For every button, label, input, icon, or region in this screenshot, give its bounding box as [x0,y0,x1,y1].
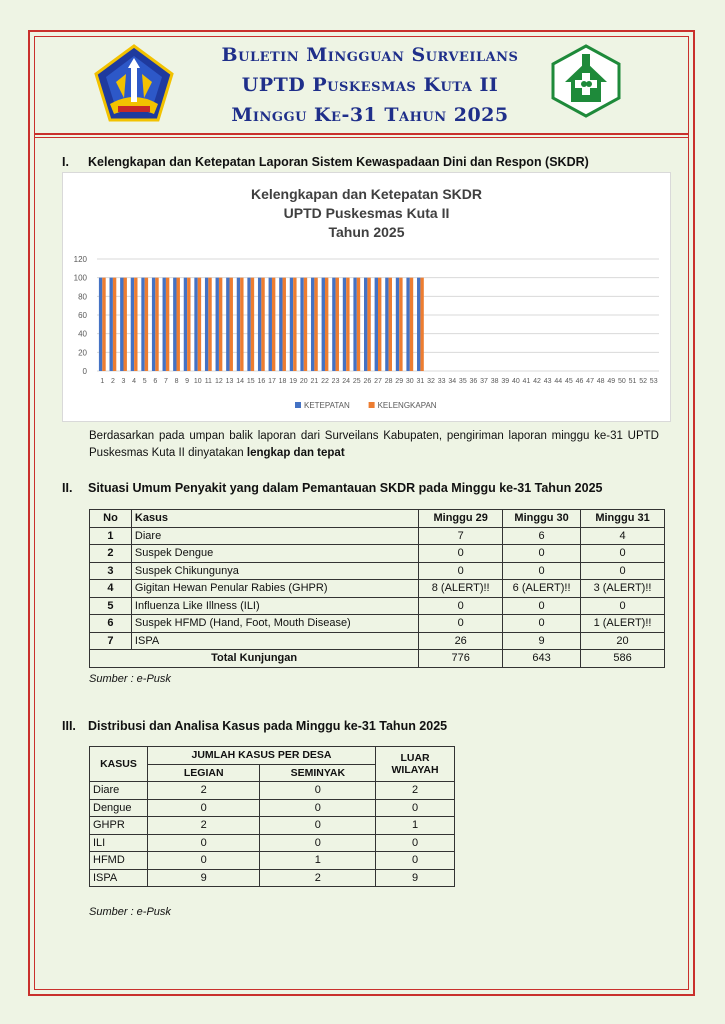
table-cell-m31: 0 [581,562,665,580]
table-cell-luar: 0 [376,834,455,852]
section-3-source: Sumber : e-Pusk [89,906,171,918]
x-tick-label: 48 [596,378,605,385]
x-tick-label: 11 [204,378,212,385]
table-cell-no: 6 [90,615,132,633]
table-cell-luar: 0 [376,799,455,817]
table-cell-m29: 26 [419,632,503,650]
table-cell-seminyak: 1 [260,852,376,870]
table-row [90,817,455,835]
table-cell-luar: 1 [376,817,455,835]
x-tick-label: 41 [522,378,531,385]
bar-ketepatan [406,278,409,371]
table-cell-no: 3 [90,562,132,580]
bar-kelengkapan [230,278,233,371]
x-tick-label: 4 [132,378,137,385]
bar-kelengkapan [177,278,180,371]
bar-kelengkapan [314,278,317,371]
x-tick-label: 22 [321,378,329,385]
x-tick-label: 32 [427,378,435,385]
bar-ketepatan [385,278,388,371]
regency-emblem-logo [92,44,176,124]
x-tick-label: 40 [511,378,520,385]
table-cell-m30: 0 [503,545,581,563]
bar-kelengkapan [124,278,127,371]
table-cell-kasus: Dengue [90,799,148,817]
bar-ketepatan [417,278,420,371]
table-cell-seminyak: 0 [260,834,376,852]
x-tick-label: 23 [331,378,340,385]
table-row [90,782,455,800]
x-tick-label: 25 [352,378,361,385]
x-tick-label: 19 [289,378,298,385]
bar-ketepatan [353,278,356,371]
x-tick-label: 30 [405,378,414,385]
bar-kelengkapan [357,278,360,371]
skdr-chart [62,172,671,422]
bar-kelengkapan [283,278,286,371]
table-cell-m30: 6 (ALERT)!! [503,580,581,598]
table-cell-m30: 0 [503,615,581,633]
table-cell-kasus: Gigitan Hewan Penular Rabies (GHPR) [131,580,418,598]
legend-swatch [369,402,375,408]
x-tick-label: 5 [142,378,147,385]
x-tick-label: 6 [153,378,158,385]
bar-kelengkapan [389,278,392,371]
bar-ketepatan [184,278,187,371]
x-tick-label: 33 [437,378,446,385]
section-2-heading [62,481,603,495]
table-cell-luar: 2 [376,782,455,800]
table-cell-kasus: ISPA [90,869,148,887]
bar-ketepatan [290,278,293,371]
bar-ketepatan [226,278,229,371]
x-tick-label: 7 [163,378,168,385]
x-tick-label: 44 [554,378,563,385]
table-cell-kasus: Diare [131,527,418,545]
col-minggu-30: Minggu 30 [503,510,581,528]
table-cell-m31: 0 [581,597,665,615]
table-cell-m31: 20 [581,632,665,650]
table-cell-kasus: GHPR [90,817,148,835]
x-tick-label: 12 [215,378,223,385]
x-tick-label: 21 [310,378,319,385]
table-cell-legian: 0 [147,799,260,817]
table-header-row [90,510,665,528]
bulletin-title-line-3: Minggu Ke-31 Tahun 2025 [231,104,509,126]
table-cell-m29: 8 (ALERT)!! [419,580,503,598]
x-tick-label: 47 [586,378,594,385]
table-cell-m30: 9 [503,632,581,650]
table-cell-no: 1 [90,527,132,545]
y-tick-label: 100 [73,273,87,283]
x-tick-label: 34 [448,378,457,385]
x-tick-label: 24 [342,378,351,385]
chart-title-line-3: Tahun 2025 [328,224,405,240]
y-tick-label: 80 [78,292,87,302]
bar-ketepatan [110,278,113,371]
bar-ketepatan [269,278,272,371]
bar-kelengkapan [166,278,169,371]
table-cell-seminyak: 2 [260,869,376,887]
bar-kelengkapan [251,278,254,371]
bar-kelengkapan [155,278,158,371]
header-divider [34,133,689,135]
table-cell-legian: 0 [147,834,260,852]
x-tick-label: 10 [193,378,202,385]
table-row [90,834,455,852]
disease-situation-table [89,509,665,668]
table-cell-kasus: Suspek HFMD (Hand, Foot, Mouth Disease) [131,615,418,633]
bar-ketepatan [247,278,250,371]
table-cell-m30: 0 [503,597,581,615]
bar-kelengkapan [346,278,349,371]
bar-ketepatan [194,278,197,371]
bulletin-title-line-1: Buletin Mingguan Surveilans [221,44,519,66]
bar-kelengkapan [336,278,339,371]
table-row [90,615,665,633]
bar-ketepatan [364,278,367,371]
x-tick-label: 38 [490,378,499,385]
bar-ketepatan [163,278,166,371]
bar-ketepatan [396,278,399,371]
bar-ketepatan [237,278,240,371]
section-1-paragraph [89,428,659,462]
y-tick-label: 120 [73,255,87,264]
table-row [90,527,665,545]
puskesmas-logo [551,44,621,118]
x-tick-label: 36 [469,378,478,385]
x-tick-label: 53 [649,378,658,385]
bar-ketepatan [216,278,219,371]
table-cell-m31: 3 (ALERT)!! [581,580,665,598]
col-no: No [90,510,132,528]
chart-title-line-2: UPTD Puskesmas Kuta II [283,205,450,221]
bar-kelengkapan [399,278,402,371]
table-cell-m29: 0 [419,545,503,563]
bar-kelengkapan [304,278,307,371]
table-cell-kasus: HFMD [90,852,148,870]
col-seminyak: SEMINYAK [260,764,376,782]
bar-kelengkapan [219,278,222,371]
y-tick-label: 40 [78,329,87,339]
table-cell-m29: 7 [419,527,503,545]
bar-ketepatan [279,278,282,371]
bar-kelengkapan [261,278,264,371]
bar-ketepatan [120,278,123,371]
table-cell-seminyak: 0 [260,817,376,835]
table-row [90,799,455,817]
section-2-title: Situasi Umum Penyakit yang dalam Pemantauan SKDR pada Minggu ke-31 Tahun 2025 [88,481,603,495]
x-tick-label: 39 [501,378,510,385]
bar-ketepatan [152,278,155,371]
bar-kelengkapan [420,278,423,371]
x-tick-label: 37 [480,378,488,385]
total-m29: 776 [419,650,503,668]
bulletin-title-block [180,40,560,130]
table-header-row [90,747,455,765]
x-tick-label: 29 [395,378,404,385]
table-cell-m30: 6 [503,527,581,545]
col-minggu-31: Minggu 31 [581,510,665,528]
table-cell-seminyak: 0 [260,782,376,800]
table-cell-legian: 9 [147,869,260,887]
bar-kelengkapan [113,278,116,371]
bar-ketepatan [375,278,378,371]
x-tick-label: 49 [607,378,616,385]
bar-ketepatan [311,278,314,371]
legend-label: KETEPATAN [304,401,350,410]
col-legian: LEGIAN [147,764,260,782]
section-3-title: Distribusi dan Analisa Kasus pada Minggu ke-31 Tahun 2025 [88,719,448,733]
bar-kelengkapan [378,278,381,371]
table-row [90,852,455,870]
col-luar-wilayah: LUAR WILAYAH [376,747,455,782]
x-tick-label: 8 [174,378,179,385]
total-label: Total Kunjungan [90,650,419,668]
bar-kelengkapan [187,278,190,371]
x-tick-label: 42 [533,378,541,385]
col-minggu-29: Minggu 29 [419,510,503,528]
section-1-paragraph-text: Berdasarkan pada umpan balik laporan dari Surveilans Kabupaten, pengiriman laporan minggu ke-31 UPTD Puskesmas Kuta II dinyatakan [89,430,659,459]
chart-title-line-1: Kelengkapan dan Ketepatan SKDR [250,186,483,202]
y-tick-label: 60 [78,311,87,320]
x-tick-label: 17 [268,378,276,385]
bar-ketepatan [205,278,208,371]
table-row [90,597,665,615]
x-tick-label: 43 [543,378,552,385]
bar-ketepatan [322,278,325,371]
table-row [90,580,665,598]
table-cell-m30: 0 [503,562,581,580]
x-tick-label: 20 [299,378,308,385]
table-cell-kasus: Influenza Like Illness (ILI) [131,597,418,615]
x-tick-label: 26 [363,378,372,385]
table-cell-m29: 0 [419,615,503,633]
x-tick-label: 2 [110,378,115,385]
table-cell-m31: 0 [581,545,665,563]
table-cell-no: 5 [90,597,132,615]
section-1-title: Kelengkapan dan Ketepatan Laporan Sistem Kewaspadaan Dini dan Respon (SKDR) [88,155,589,169]
x-tick-label: 31 [416,378,425,385]
bar-ketepatan [141,278,144,371]
table-cell-no: 7 [90,632,132,650]
x-tick-label: 3 [121,378,126,385]
bulletin-title-line-2: UPTD Puskesmas Kuta II [241,74,499,96]
bar-ketepatan [343,278,346,371]
col-kasus-header: KASUS [90,747,148,782]
table-cell-m31: 4 [581,527,665,545]
section-1-number: I. [62,155,69,169]
table-cell-kasus: Diare [90,782,148,800]
bar-kelengkapan [325,278,328,371]
y-tick-label: 20 [78,348,87,358]
y-tick-label: 0 [82,367,87,376]
chart-plot [63,173,670,421]
total-m30: 643 [503,650,581,668]
x-tick-label: 50 [617,378,626,385]
section-1-heading [62,155,589,169]
bar-kelengkapan [145,278,148,371]
bar-kelengkapan [272,278,275,371]
x-tick-label: 52 [639,378,647,385]
table-cell-luar: 9 [376,869,455,887]
bar-ketepatan [332,278,335,371]
bar-kelengkapan [293,278,296,371]
table-row [90,545,665,563]
table-cell-kasus: ISPA [131,632,418,650]
bar-kelengkapan [410,278,413,371]
col-group-header: JUMLAH KASUS PER DESA [147,747,375,765]
table-cell-no: 2 [90,545,132,563]
table-cell-kasus: ILI [90,834,148,852]
table-total-row [90,650,665,668]
case-distribution-table [89,746,455,887]
x-tick-label: 28 [384,378,393,385]
table-cell-kasus: Suspek Chikungunya [131,562,418,580]
x-tick-label: 27 [374,378,382,385]
x-tick-label: 51 [628,378,637,385]
table-row [90,562,665,580]
x-tick-label: 1 [100,378,105,385]
bar-ketepatan [173,278,176,371]
table-row [90,632,665,650]
bar-kelengkapan [198,278,201,371]
total-m31: 586 [581,650,665,668]
table-cell-m31: 1 (ALERT)!! [581,615,665,633]
table-cell-luar: 0 [376,852,455,870]
bar-ketepatan [131,278,134,371]
table-cell-m29: 0 [419,597,503,615]
bar-ketepatan [258,278,261,371]
x-tick-label: 45 [564,378,573,385]
bar-ketepatan [99,278,102,371]
bar-kelengkapan [208,278,211,371]
legend-label: KELENGKAPAN [377,401,437,410]
table-cell-m29: 0 [419,562,503,580]
x-tick-label: 9 [185,378,190,385]
table-row [90,869,455,887]
bar-kelengkapan [134,278,137,371]
section-3-number: III. [62,719,76,733]
x-tick-label: 35 [458,378,467,385]
table-cell-legian: 2 [147,782,260,800]
x-tick-label: 15 [246,378,255,385]
x-tick-label: 13 [225,378,234,385]
x-tick-label: 14 [236,378,245,385]
bar-kelengkapan [102,278,105,371]
section-3-heading [62,719,447,733]
col-kasus: Kasus [131,510,418,528]
section-2-source: Sumber : e-Pusk [89,673,171,685]
table-cell-legian: 0 [147,852,260,870]
table-cell-kasus: Suspek Dengue [131,545,418,563]
x-tick-label: 46 [575,378,584,385]
bar-ketepatan [300,278,303,371]
x-tick-label: 18 [278,378,287,385]
legend-swatch [295,402,301,408]
header-divider-thin [34,137,689,138]
bar-kelengkapan [240,278,243,371]
table-cell-no: 4 [90,580,132,598]
bar-kelengkapan [367,278,370,371]
x-tick-label: 16 [257,378,266,385]
section-2-number: II. [62,481,73,495]
section-1-paragraph-emphasis: lengkap dan tepat [246,447,345,459]
table-cell-legian: 2 [147,817,260,835]
table-cell-seminyak: 0 [260,799,376,817]
